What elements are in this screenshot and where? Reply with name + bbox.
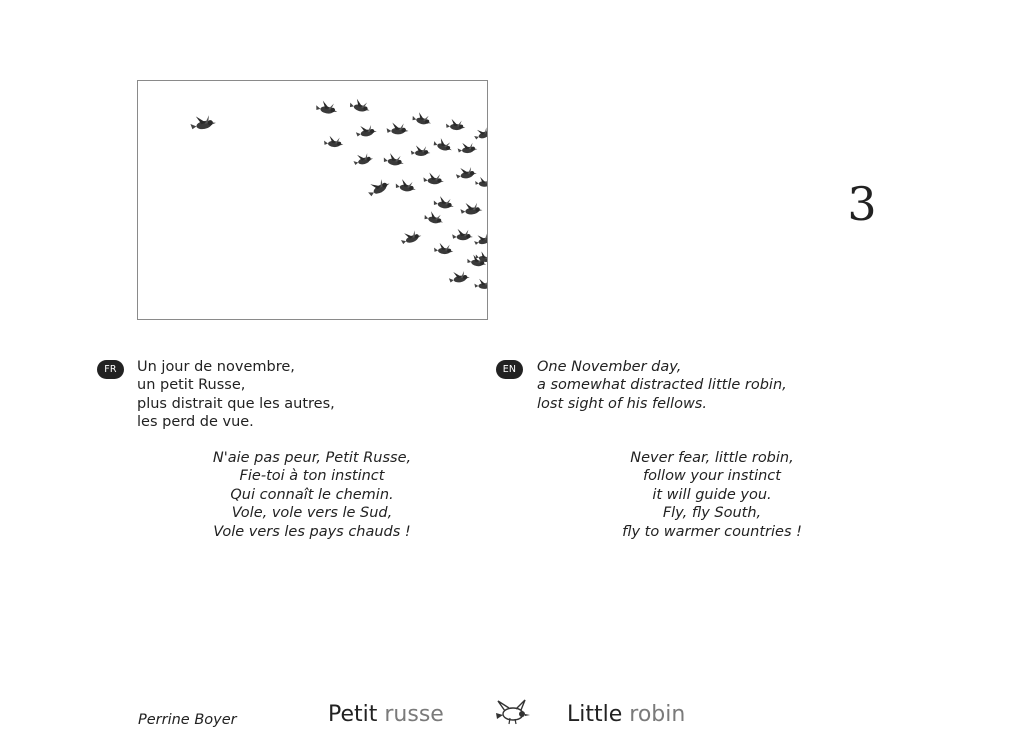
bird-icon [474,279,488,289]
title-fr-part1: Petit [328,702,385,727]
refrain-line: Qui connaît le chemin. [230,486,394,503]
bird-icon [411,111,433,126]
bird-icon [324,135,344,147]
refrain-line: Fie-toi à ton instinct [239,468,385,485]
bird-icon [473,232,488,246]
bird-icon [352,151,374,166]
bird-icon [315,100,339,116]
bird-icon [475,176,488,187]
verse-en-intro [537,358,787,413]
bird-icon [387,122,409,134]
refrain-line: Vole vers les pays chauds ! [213,523,411,540]
title-en-part1: Little [567,702,630,727]
bird-icon [457,142,477,154]
bird-icon [189,113,216,131]
verse-line: les perd de vue. [137,414,254,431]
bird-icon [423,172,445,185]
bird-icon [365,176,391,198]
bird-icon [411,145,431,156]
language-badge-fr: FR [97,360,124,379]
verse-line: lost sight of his fellows. [537,395,707,412]
book-title-en [567,702,685,727]
author-name: Perrine Boyer [138,712,237,728]
bird-icon [446,118,466,130]
bird-icon [395,178,417,193]
verse-line: Un jour de novembre, [137,359,295,375]
bird-icon [355,123,377,138]
refrain-line: Never fear, little robin, [630,450,794,466]
refrain-line: it will guide you. [652,486,772,503]
bird-icon [473,125,488,141]
bird-icon [434,242,454,254]
bird-icon [432,136,454,153]
language-badge-en: EN [496,360,523,379]
refrain-line: follow your instinct [643,468,781,485]
bird-icon [448,269,470,284]
bird-icon [452,229,473,240]
refrain-line: Fly, fly South, [662,505,762,522]
bird-icon [423,210,445,225]
refrain-line: fly to warmer countries ! [622,523,802,540]
verse-fr-intro [137,358,335,432]
verse-line: One November day, [537,359,682,375]
verse-line: plus distrait que les autres, [137,395,335,412]
verse-line: a somewhat distracted little robin, [537,377,787,394]
bird-icon [349,97,372,113]
title-fr-part2: russe [384,702,444,727]
verse-line: un petit Russe, [137,377,246,394]
refrain-en [592,449,832,541]
bird-icon [433,195,455,210]
refrain-fr [192,449,432,541]
flock-drawing [138,81,488,320]
bird-icon [455,165,477,180]
page-number: 3 [847,177,877,231]
book-title-fr [328,702,444,727]
bird-logo-icon [492,697,534,731]
refrain-line: N'aie pas peur, Petit Russe, [212,450,412,466]
illustration-flock [137,80,488,320]
bird-icon [460,202,483,216]
refrain-line: Vole, vole vers le Sud, [231,505,393,522]
bird-icon [383,152,405,167]
bird-icon [399,228,422,246]
title-en-part2: robin [629,702,686,727]
